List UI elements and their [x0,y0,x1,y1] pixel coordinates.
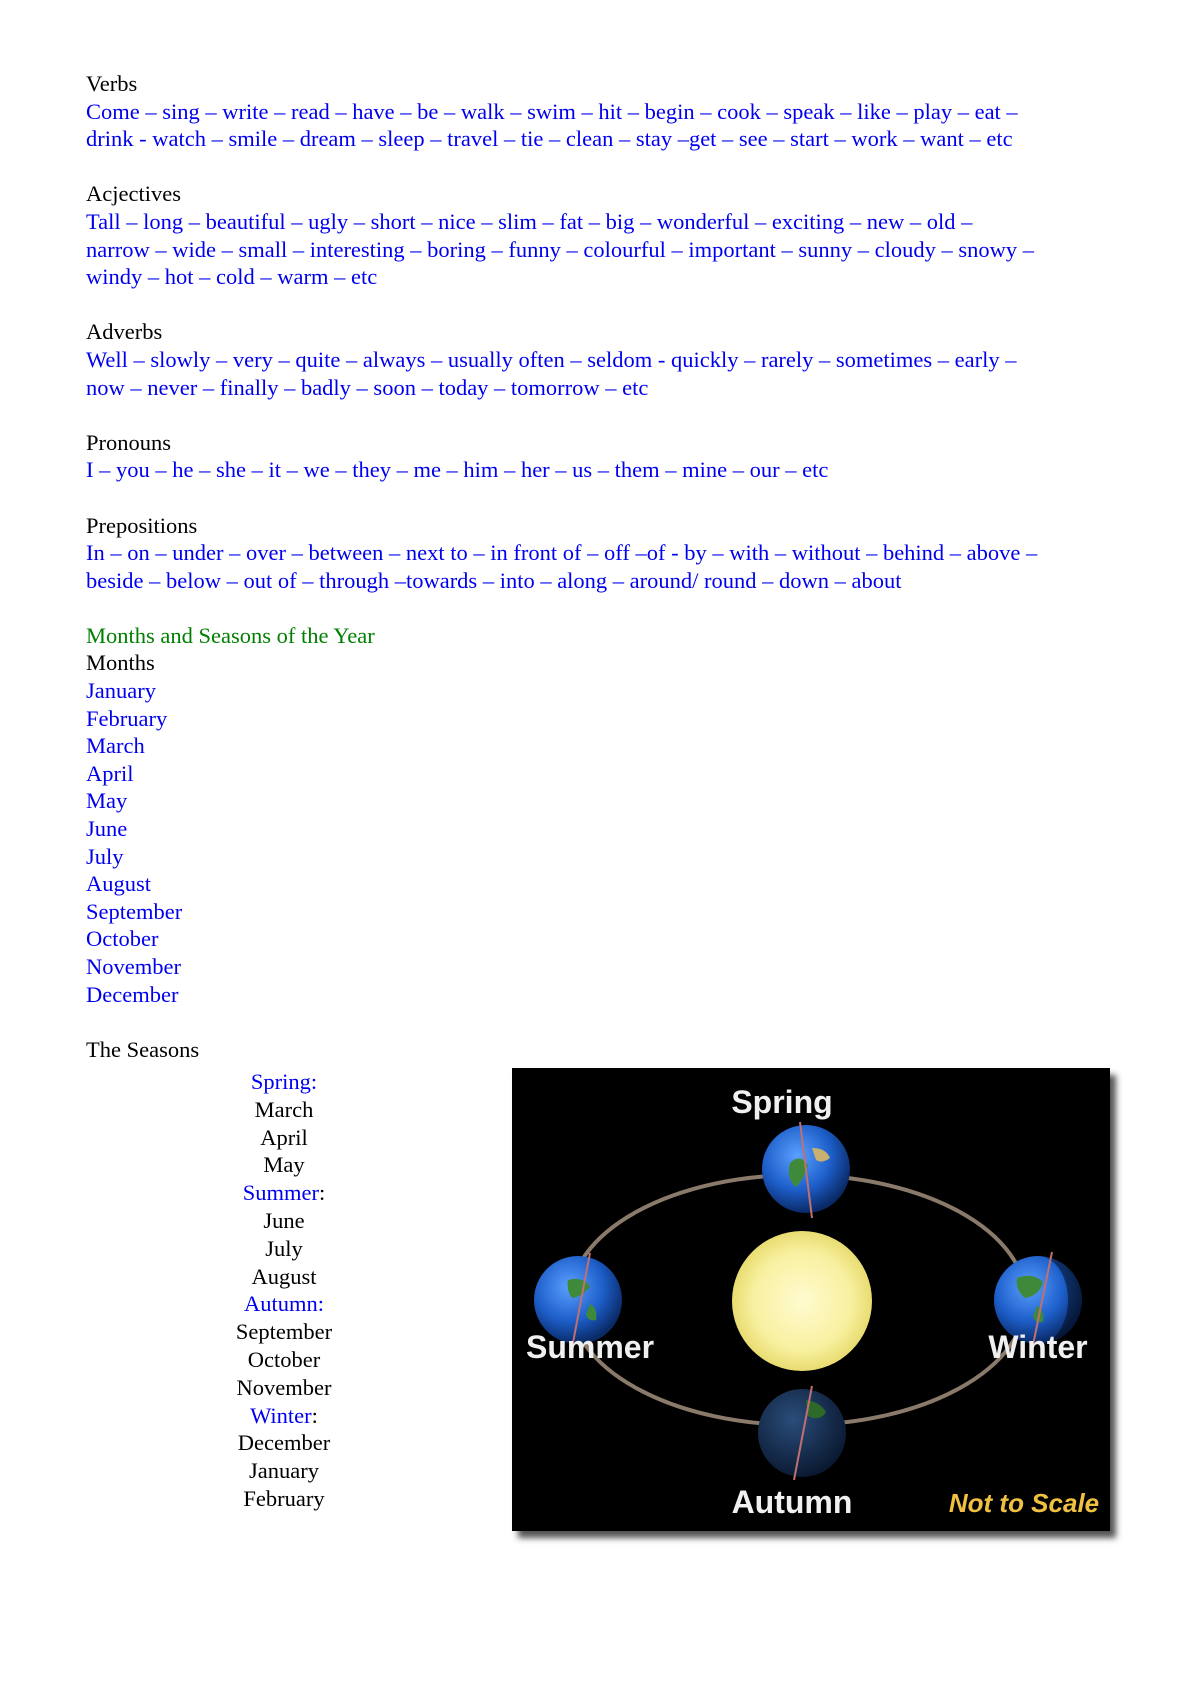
adjectives-section [86,180,1126,290]
months-heading: Months [86,650,155,676]
word-line: Come – sing – write – read – have – be – walk – swim – hit – begin – cook – speak – like – play – eat – [86,98,1018,124]
season-month: June [263,1207,305,1233]
season-month: May [263,1152,305,1178]
section-heading: Verbs [86,71,138,96]
section-heading: Pronouns [86,429,172,455]
word-line: narrow – wide – small – interesting – boring – funny – colourful – important – sunny – cloudy – snowy – [86,236,1034,262]
season-label: Summer: [242,1180,326,1206]
adverbs-section [86,318,1126,401]
season-month: April [260,1124,308,1150]
word-line: windy – hot – cold – warm – etc [86,264,378,290]
season-label: Autumn: [243,1291,325,1317]
month-item: March [86,733,145,759]
season-month: October [247,1346,321,1372]
label-autumn: Autumn [731,1484,853,1520]
months-section [86,622,1126,1008]
word-line: Tall – long – beautiful – ugly – short – nice – slim – fat – big – wonderful – exciting – new – old – [86,208,973,234]
word-line: drink - watch – smile – dream – sleep – travel – tie – clean – stay –get – see – start – work – want – etc [86,126,1013,152]
word-line: Well – slowly – very – quite – always – usually often – seldom - quickly – rarely – sometimes – early – [86,346,1017,372]
earth-spring [762,1122,850,1218]
months-title: Months and Seasons of the Year [86,622,375,648]
season-label: Winter: [250,1402,318,1428]
seasons-heading: The Seasons [86,1036,200,1062]
word-line: I – you – he – she – it – we – they – me – him – her – us – them – mine – our – etc [86,457,829,483]
not-to-scale-note: Not to Scale [948,1488,1100,1518]
document-page [86,70,1126,1063]
season-month: March [254,1096,314,1122]
month-item: August [86,871,152,897]
section-heading: Acjectives [86,181,181,207]
season-month: November [236,1374,332,1400]
label-summer: Summer [525,1329,655,1365]
sun [732,1231,872,1371]
section-heading: Prepositions [86,512,198,538]
section-heading: Adverbs [86,319,163,345]
season-month: July [265,1235,303,1261]
season-month: February [243,1485,325,1511]
season-month: August [251,1263,317,1289]
month-item: December [86,981,179,1007]
prepositions-section [86,512,1126,595]
verbs-section [86,70,1126,153]
month-item: May [86,788,128,814]
label-winter: Winter [988,1329,1088,1365]
month-item: February [86,705,168,731]
seasons-diagram [512,1068,1110,1531]
pronouns-section [86,429,1126,484]
season-month: September [235,1319,333,1345]
word-line: now – never – finally – badly – soon – today – tomorrow – etc [86,374,649,400]
month-item: July [86,843,124,869]
month-item: September [86,898,183,924]
season-month: December [237,1430,331,1456]
seasons-list [140,1068,428,1513]
seasons-diagram-svg [512,1068,1110,1531]
label-spring: Spring [731,1084,833,1120]
word-line: beside – below – out of – through –towards – into – along – around/ round – down – about [86,567,902,593]
season-label: Spring: [250,1069,318,1094]
month-item: April [86,760,134,786]
month-item: November [86,954,181,979]
month-item: January [86,678,156,704]
earth-autumn [758,1386,846,1480]
word-line: In – on – under – over – between – next to – in front of – off –of - by – with – without – behind – above – [86,540,1038,566]
season-month: January [249,1458,319,1484]
month-item: June [86,816,128,842]
month-item: October [86,926,159,952]
